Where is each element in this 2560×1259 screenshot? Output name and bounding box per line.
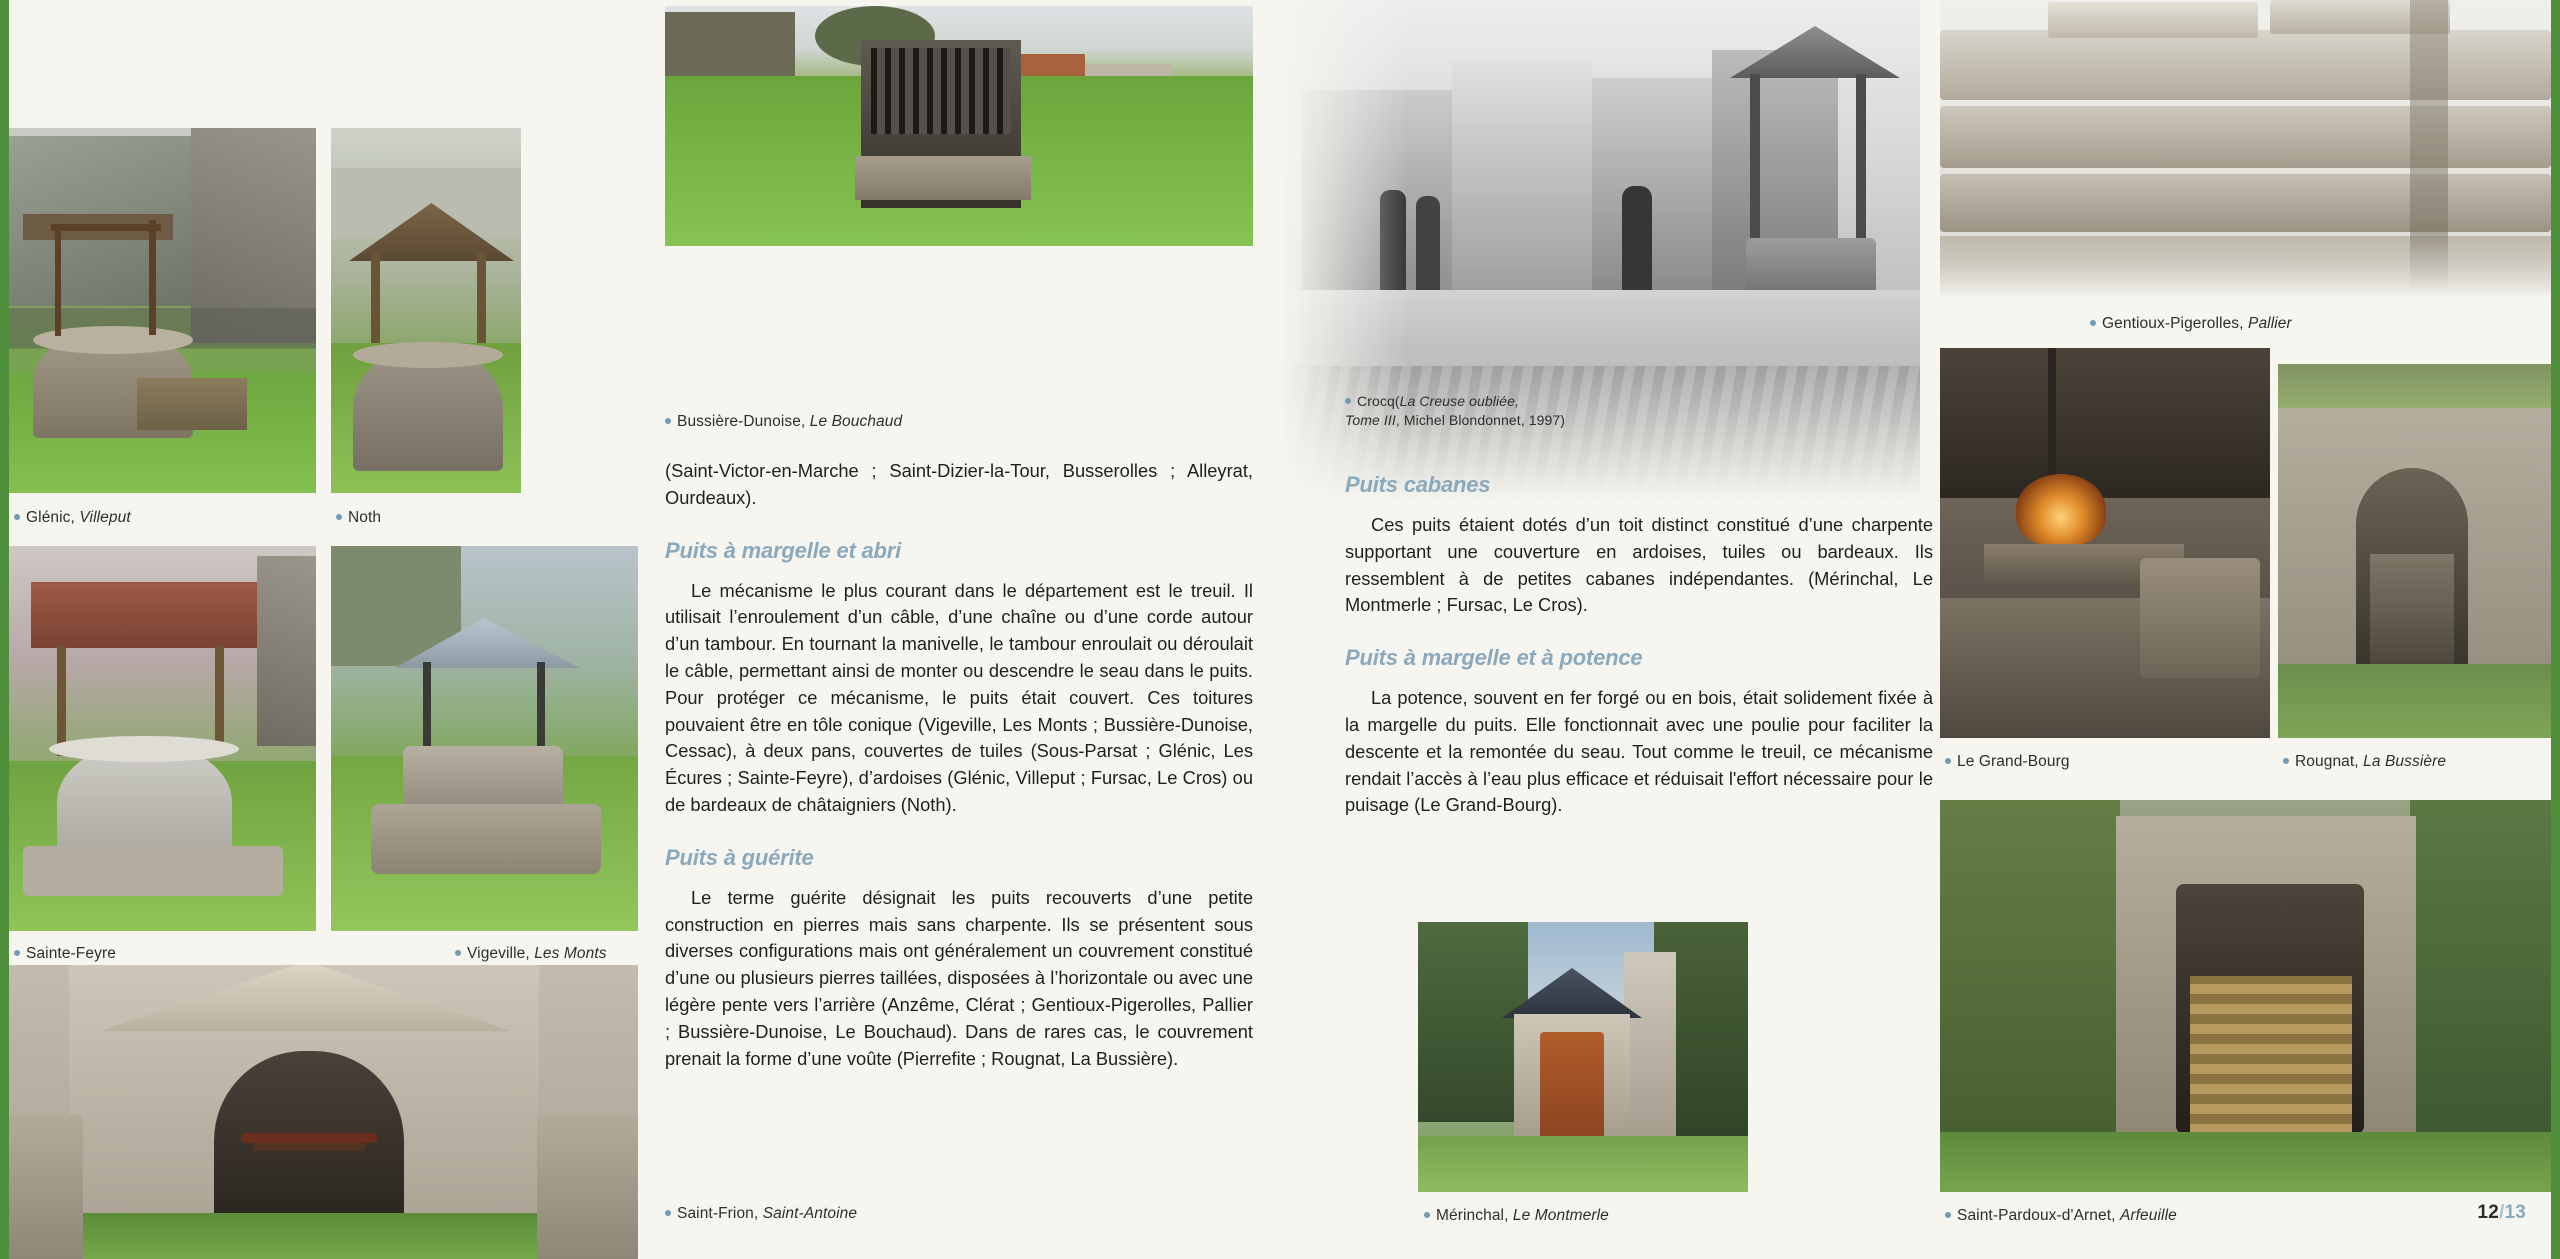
photo-gentioux-pigerolles-pallier — [1940, 0, 2551, 298]
bullet-icon — [336, 514, 342, 520]
folio-current: 12 — [2477, 1202, 2499, 1223]
caption-saint-frion — [665, 1204, 857, 1223]
credit-paren-open: ( — [1394, 393, 1400, 409]
caption-merinchal-le-montmerle — [1424, 1206, 1609, 1225]
photo-noth — [331, 128, 521, 493]
edge-rule-right — [2551, 0, 2560, 1259]
edge-rule-left — [0, 0, 9, 1259]
credit-place: Crocq — [1357, 393, 1395, 409]
bullet-icon — [1345, 398, 1351, 404]
caption-locality: Les Monts — [534, 945, 607, 962]
photo-le-grand-bourg — [1940, 348, 2270, 738]
bullet-icon — [2090, 320, 2096, 326]
bullet-icon — [14, 514, 20, 520]
caption-place: Saint-Pardoux-d'Arnet, — [1957, 1207, 2116, 1224]
bullet-icon — [14, 950, 20, 956]
caption-locality: Arfeuille — [2119, 1207, 2177, 1224]
heading-puits-a-margelle-et-a-potence: Puits à margelle et à potence — [1345, 645, 1643, 671]
caption-place: Noth — [348, 509, 382, 526]
caption-glenic-villeput — [14, 508, 131, 527]
bullet-icon — [1945, 758, 1951, 764]
caption-place: Vigeville, — [467, 945, 530, 962]
photo-sainte-feyre — [9, 546, 316, 931]
folio-next: 13 — [2504, 1202, 2526, 1223]
bullet-icon — [455, 950, 461, 956]
folio-page-number — [2477, 1202, 2526, 1224]
caption-sainte-feyre — [14, 944, 116, 963]
caption-place: Bussière-Dunoise, — [677, 413, 806, 430]
caption-locality: Villeput — [79, 509, 131, 526]
photo-credit-crocq — [1345, 392, 1765, 430]
caption-place: Mérinchal, — [1436, 1207, 1509, 1224]
credit-source-rest: , Michel Blondonnet, 1997) — [1395, 411, 1566, 428]
caption-place: Gentioux-Pigerolles, — [2102, 315, 2244, 332]
caption-gentioux-pigerolles — [2090, 314, 2292, 333]
heading-puits-a-margelle-et-abri: Puits à margelle et abri — [665, 537, 902, 563]
heading-puits-a-guerite: Puits à guérite — [665, 844, 814, 870]
folio-separator: / — [2498, 1202, 2505, 1223]
heading-puits-cabanes: Puits cabanes — [1345, 472, 1491, 497]
photo-saint-frion-saint-antoine — [9, 965, 638, 1259]
caption-bussiere-dunoise — [665, 412, 902, 431]
caption-le-grand-bourg — [1945, 752, 2070, 771]
paragraph-puits-a-guerite: Le terme guérite désignait les puits recouverts d’une petite construction en pierres mais sans charpente. Ils se présentent sous diverses configurations mais ont généralement un couvrement constitué d’une ou plusieurs pierres taillées, disposées à l’horizontale ou avec une légère pente vers l’arrière (Anzême, Clérat ; Gentioux-Pigerolles, Pallier ; Bussière-Dunoise, Le Bouchaud). Dans de rares cas, le couvrement prenait la forme d’une voûte (Pierrefite ; Rougnat, La Bussière). — [665, 886, 1253, 1069]
continuation-paragraph: (Saint-Victor-en-Marche ; Saint-Dizier-la-Tour, Busserolles ; Alleyrat, Ourdeaux). — [665, 460, 1253, 508]
caption-place: Le Grand-Bourg — [1957, 753, 2070, 770]
photo-glenic-villeput — [9, 128, 316, 493]
photo-bussiere-dunoise-le-bouchaud — [665, 6, 1253, 246]
paragraph-puits-cabanes: Ces puits étaient dotés d’un toit distinct constitué d’une charpente supportant une couverture en ardoises, tuiles ou bardeaux. Ils ressemblent à de petites cabanes indépendantes. (Mérinchal, Le Montmerle ; Fursac, Le Cros). — [1345, 514, 1933, 616]
caption-place: Sainte-Feyre — [26, 945, 116, 962]
caption-noth — [336, 508, 381, 527]
paragraph-puits-a-margelle-et-a-potence: La potence, souvent en fer forgé ou en bois, était solidement fixée à la margelle du puits. Elle fonctionnait avec une poulie pour faciliter la descente et la remontée du seau. Tout comme le treuil, ce mécanisme rendait l’accès à l’eau plus efficace et réduisait l'effort nécessaire pour le puisage (Le Grand-Bourg). — [1345, 687, 1933, 816]
caption-locality: Saint-Antoine — [762, 1205, 858, 1222]
caption-locality: Le Montmerle — [1512, 1207, 1609, 1224]
photo-vigeville-les-monts — [331, 546, 638, 931]
column-right — [1345, 472, 1933, 819]
caption-vigeville-les-monts — [455, 944, 607, 963]
bullet-icon — [2283, 758, 2289, 764]
paragraph-puits-a-margelle-et-abri: Le mécanisme le plus courant dans le département est le treuil. Il utilisait l’enroulement d’un câble, d’une chaîne ou d’une corde autour d’un tambour. En tournant la manivelle, le tambour enroulait ou déroulait le câble, permettant ainsi de monter ou descendre le seau dans le puits. Pour protéger ce mécanisme, le puits était couvert. Ces toitures pouvaient être en tôle conique (Vigeville, Les Monts ; Bussière-Dunoise, Cessac), à deux pans, couvertes de tuiles (Sous-Parsat ; Glénic, Les Écures ; Sainte-Feyre), d’ardoises (Glénic, Villeput ; Fursac, Le Cros) ou de bardeaux de châtaigniers (Noth). — [665, 579, 1253, 815]
photo-merinchal-le-montmerle — [1418, 922, 1748, 1192]
bullet-icon — [1424, 1212, 1430, 1218]
photo-rougnat-la-bussiere — [2278, 364, 2551, 738]
caption-rougnat-la-bussiere — [2283, 752, 2446, 771]
caption-locality: Le Bouchaud — [809, 413, 903, 430]
bullet-icon — [665, 418, 671, 424]
credit-source-title: La Creuse oubliée, — [1399, 393, 1519, 409]
bullet-icon — [665, 1210, 671, 1216]
caption-locality: La Bussière — [2363, 753, 2447, 770]
bullet-icon — [1945, 1212, 1951, 1218]
photo-saint-pardoux-darnet-arfeuille — [1940, 800, 2551, 1192]
caption-saint-pardoux-darnet — [1945, 1206, 2177, 1225]
caption-place: Glénic, — [26, 509, 75, 526]
caption-place: Rougnat, — [2295, 753, 2359, 770]
caption-locality: Pallier — [2248, 315, 2292, 332]
column-middle — [665, 458, 1253, 1072]
caption-place: Saint-Frion, — [677, 1205, 759, 1222]
credit-source-volume: Tome III — [1345, 411, 1396, 428]
